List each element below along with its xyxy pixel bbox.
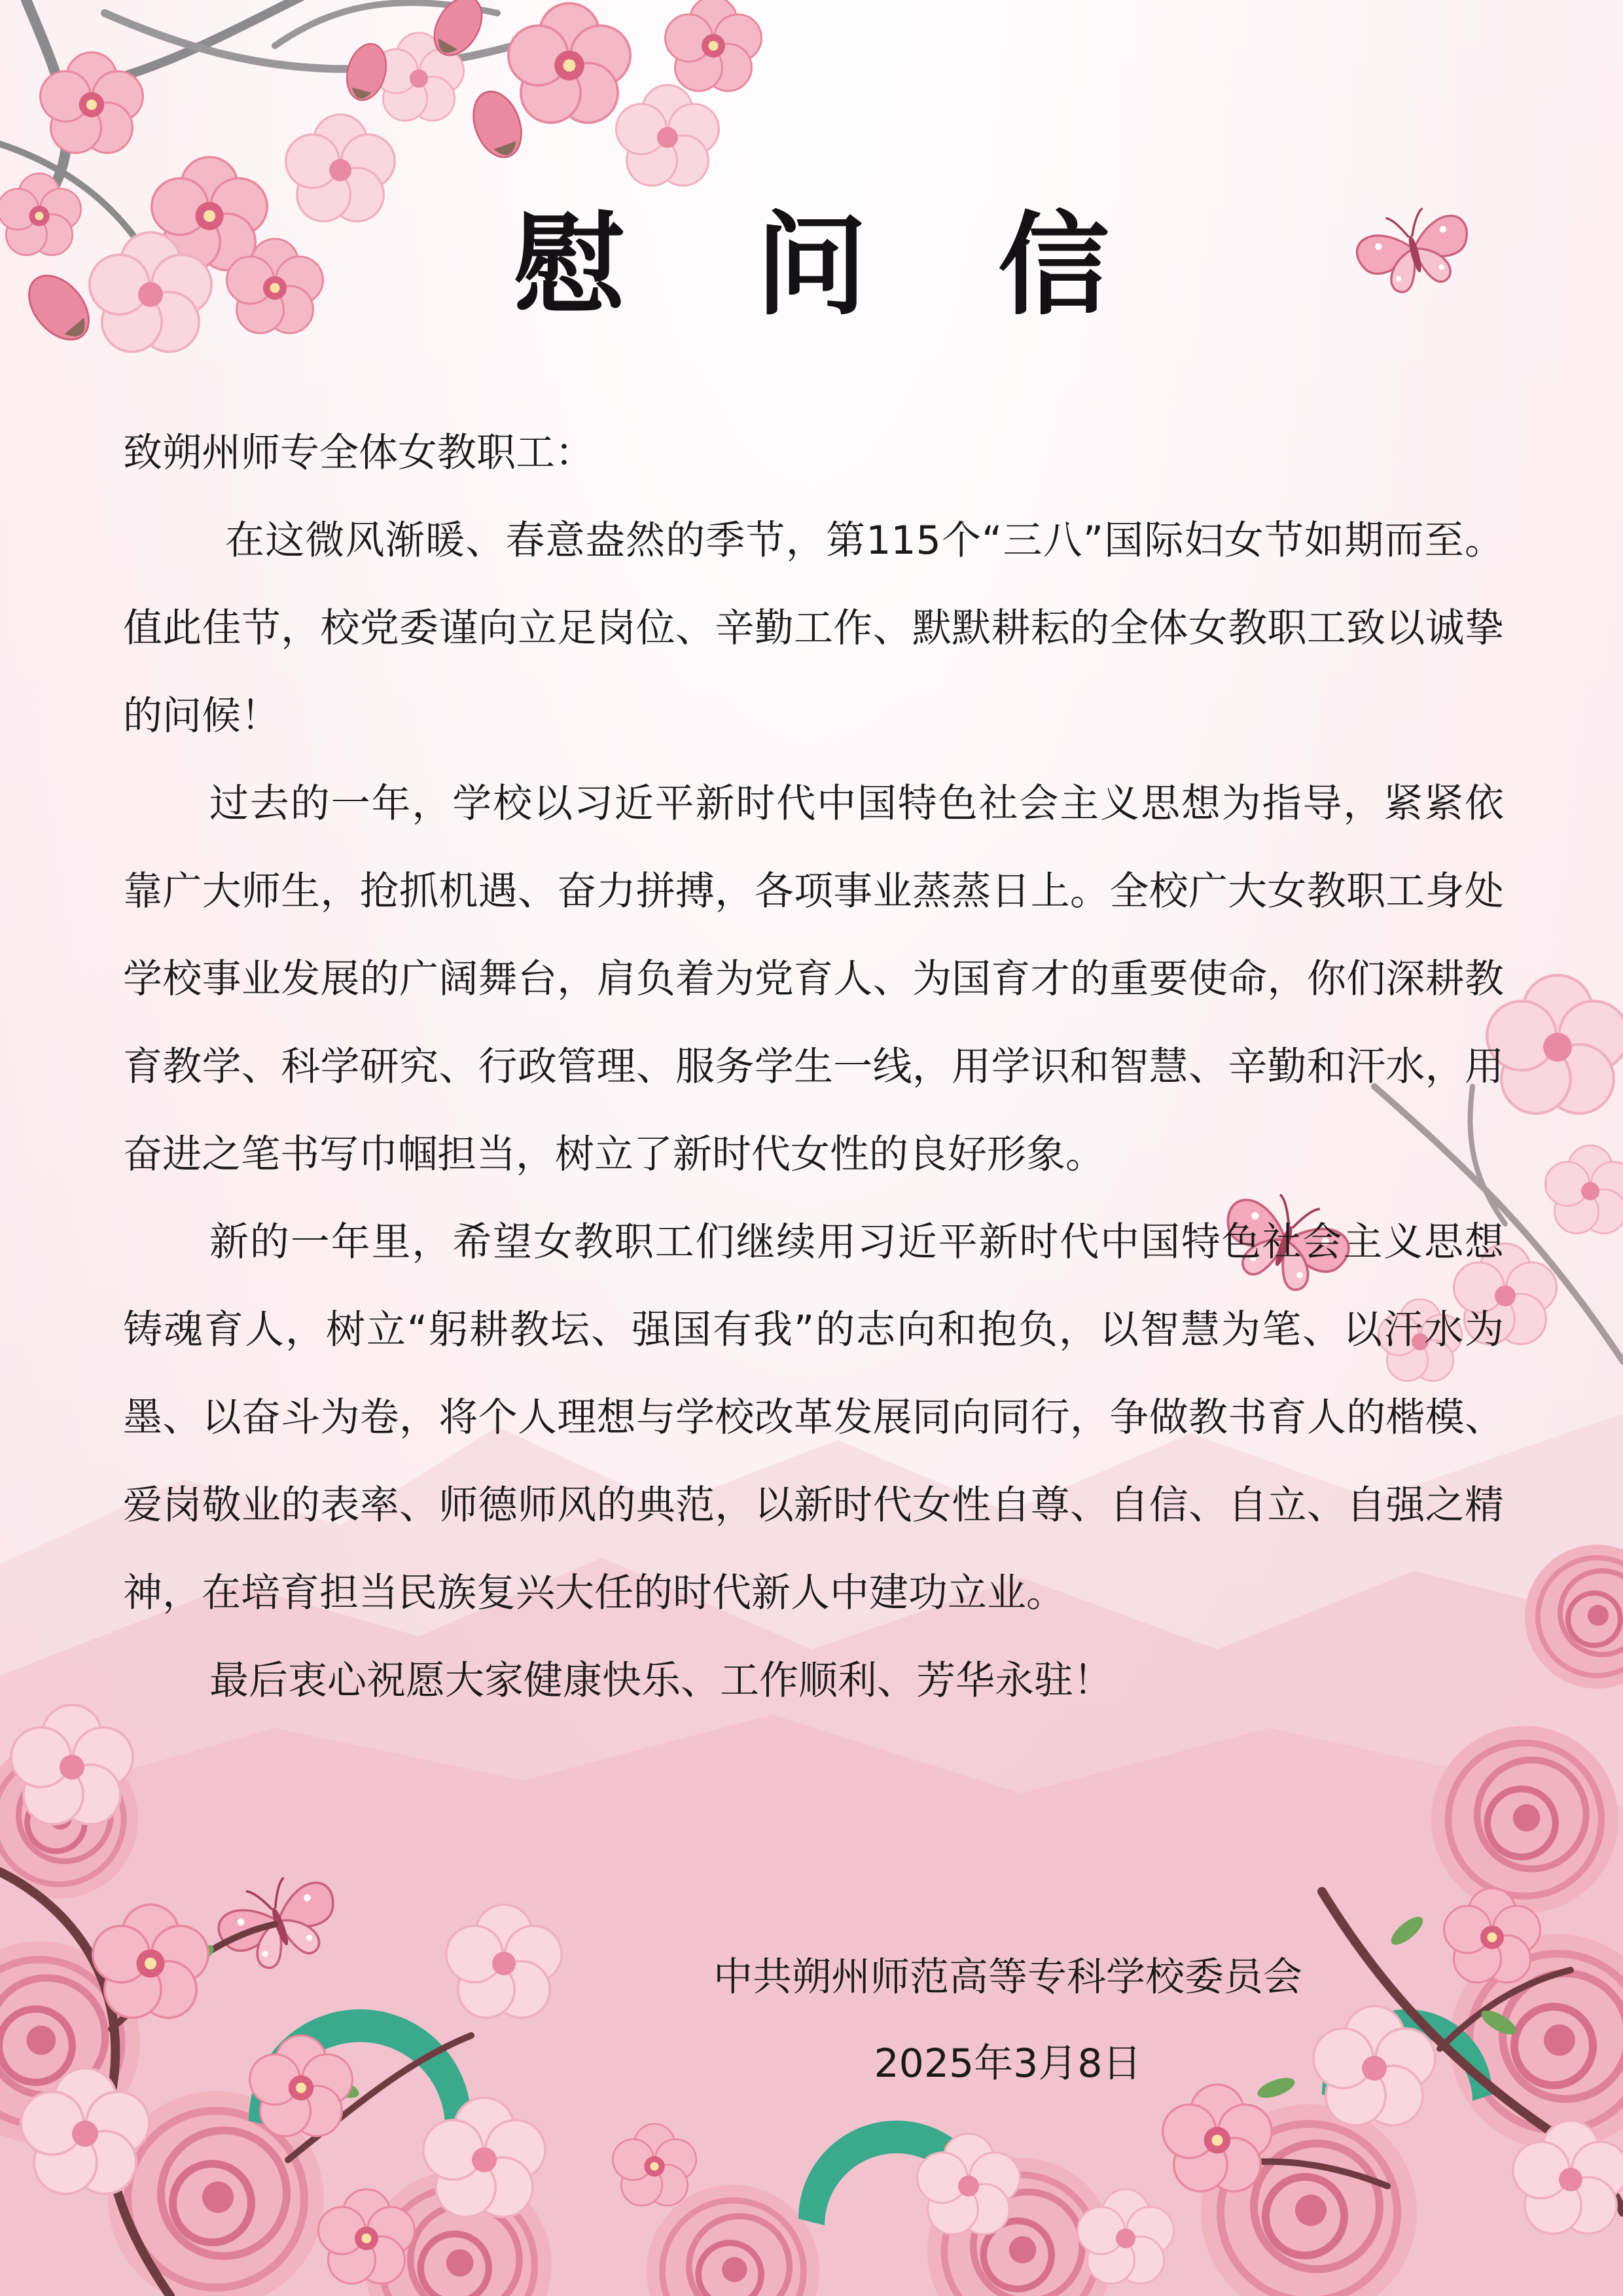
letter-signature (0, 1934, 1623, 2107)
letter-paragraph: 在这微风渐暖、春意盎然的季节，第115个“三八”国际妇女节如期而至。值此佳节，校党委谨向立足岗位、辛勤工作、默默耕耘的全体女教职工致以诚挚的问候！ (123, 518, 1504, 739)
letter-paragraph: 新的一年里，希望女教职工们继续用习近平新时代中国特色社会主义思想铸魂育人，树立“躬耕教坛、强国有我”的志向和抱负，以智慧为笔、以汗水为墨、以奋斗为卷，将个人理想与学校改革发展同向同行，争做教书育人的楷模、爱岗敬业的表率、师德师风的典范，以新时代女性自尊、自信、自立、自强之精神，在培育担当民族复兴大任的时代新人中建功立业。 (123, 1219, 1504, 1616)
signature-date: 2025年3月8日 (874, 2041, 1142, 2087)
letter-title: 慰问信 (513, 200, 1240, 331)
signature-organization: 中共朔州师范高等专科学校委员会 (713, 1954, 1302, 2000)
letter-body (123, 409, 1504, 1725)
letter-paragraph: 过去的一年，学校以习近平新时代中国特色社会主义思想为指导，紧紧依靠广大师生，抢抓机遇、奋力拼搏，各项事业蒸蒸日上。全校广大女教职工身处学校事业发展的广阔舞台，肩负着为党育人、为国育才的重要使命，你们深耕教育教学、科学研究、行政管理、服务学生一线，用学识和智慧、辛勤和汗水，用奋进之笔书写巾帼担当，树立了新时代女性的良好形象。 (123, 781, 1504, 1177)
letter-paragraph: 最后衷心祝愿大家健康快乐、工作顺利、芳华永驻！ (209, 1658, 1113, 1704)
letter-salutation: 致朔州师专全体女教职工： (123, 430, 594, 476)
